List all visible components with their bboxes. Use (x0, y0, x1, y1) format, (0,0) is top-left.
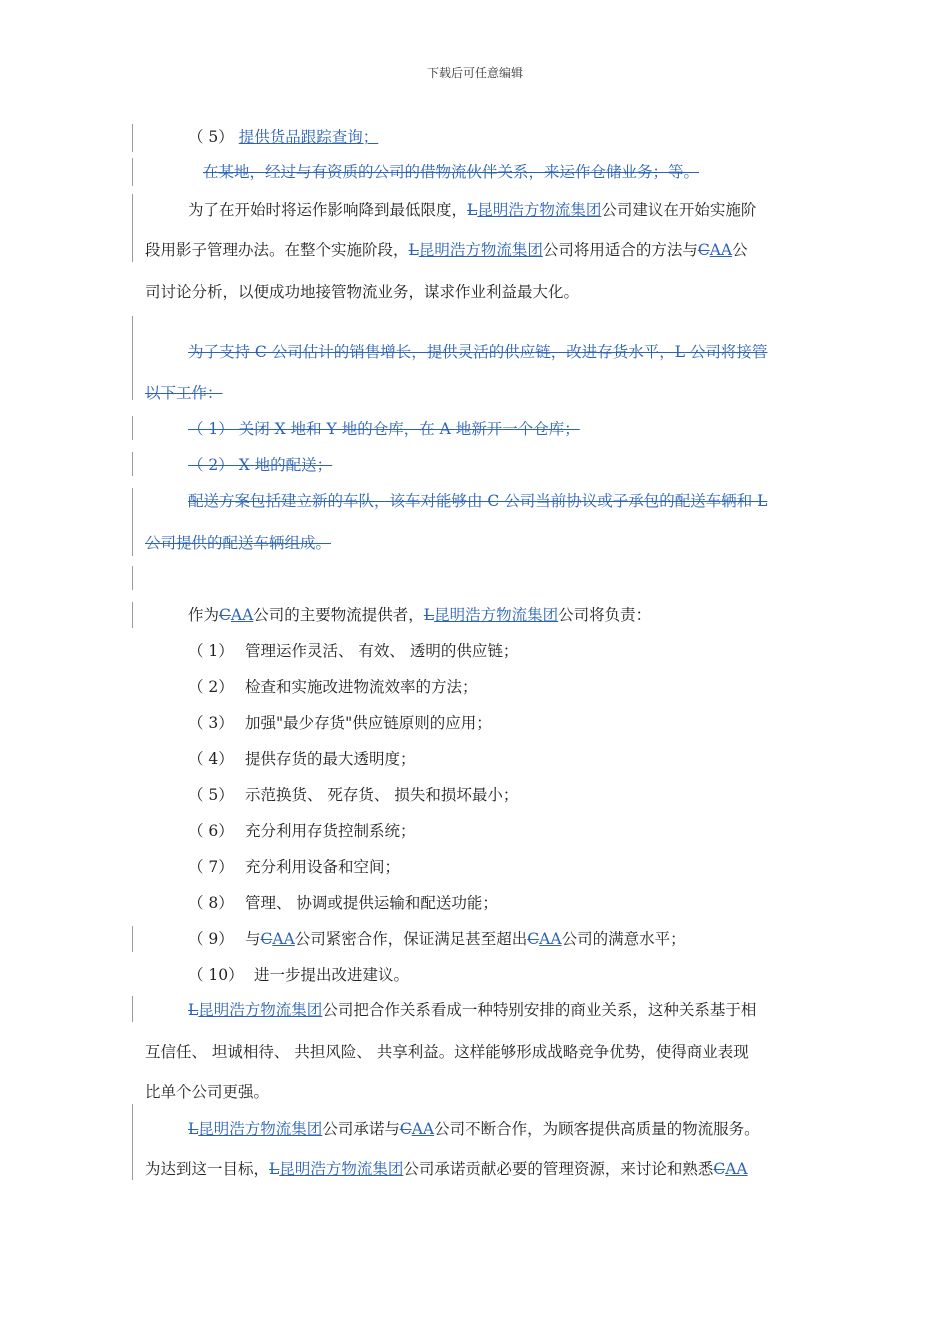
list-item-text: 示范换货、 死存货、 损失和损坏最小； (245, 786, 519, 804)
paragraph-line: L昆明浩方物流集团公司把合作关系看成一种特别安排的商业关系，这种关系基于相 (188, 1001, 757, 1019)
list-item (188, 640, 853, 662)
list-item (188, 856, 853, 878)
list-item: （ 10） 进一步提出改进建议。 (188, 966, 410, 984)
list-item-text: 充分利用存货控制系统； (245, 822, 416, 840)
change-bar (132, 416, 133, 440)
inserted-text: 提供货品跟踪查询； (238, 128, 379, 146)
list-item-number: （ 2） (188, 678, 234, 696)
paragraph-line: 为了在开始时将运作影响降到最低限度，L昆明浩方物流集团公司建议在开始实施阶 (188, 201, 757, 219)
list-item-text: 加强"最少存货"供应链原则的应用； (245, 714, 492, 732)
paragraph-line: L昆明浩方物流集团公司承诺与CAA公司不断合作，为顾客提供高质量的物流服务。 (188, 1120, 760, 1138)
deleted-line: 为了支持 C 公司估计的销售增长，提供灵活的供应链，改进存货水平，L 公司将接管 (188, 343, 768, 361)
list-item-number: （ 8） (188, 894, 234, 912)
list-item (188, 676, 853, 698)
paragraph-line: 比单个公司更强。 (145, 1083, 270, 1101)
list-item-text: 管理、 协调或提供运输和配送功能； (245, 894, 498, 912)
change-bar (132, 566, 133, 590)
list-item-text: 检查和实施改进物流效率的方法； (245, 678, 478, 696)
paragraph-line: 段用影子管理办法。在整个实施阶段，L昆明浩方物流集团公司将用适合的方法与CAA公 (145, 241, 748, 259)
change-bar (132, 926, 133, 952)
list-item (188, 892, 853, 914)
list-item (188, 784, 853, 806)
inserted-company: 昆明浩方物流集团 (477, 201, 602, 219)
list-item (188, 820, 853, 842)
list-item-text: 充分利用设备和空间； (245, 858, 401, 876)
change-bar (132, 602, 133, 628)
list-item: （ 9） 与CAA公司紧密合作，保证满足甚至超出CAA公司的满意水平； (188, 930, 686, 948)
deleted-text: L (467, 201, 478, 219)
deleted-line: （ 2） X 地的配送； (188, 456, 333, 474)
list-item-number: （ 4） (188, 750, 234, 768)
list-item-number: （ 1） (188, 642, 234, 660)
deleted-line: 公司提供的配送车辆组成。 (145, 534, 332, 552)
inserted-list-item: （ 5） 提供货品跟踪查询； (188, 128, 379, 146)
change-bar (132, 316, 133, 400)
deleted-line: 在某地，经过与有资质的公司的借物流伙伴关系，来运作仓储业务；等。 (203, 163, 700, 181)
list-item (188, 748, 853, 770)
list-item-number: （ 3） (188, 714, 234, 732)
change-bar (132, 124, 133, 152)
deleted-line: 配送方案包括建立新的车队，该车对能够由 C 公司当前协议或子承包的配送车辆和 L (188, 492, 768, 510)
list-item-text: 提供存货的最大透明度； (245, 750, 416, 768)
list-item-text: 管理运作灵活、 有效、 透明的供应链； (245, 642, 519, 660)
change-bar (132, 488, 133, 556)
list-item-number: （ 6） (188, 822, 234, 840)
list-item (188, 712, 853, 734)
change-bar (132, 452, 133, 476)
paragraph-line: 互信任、 坦诚相待、 共担风险、 共享利益。这样能够形成战略竞争优势，使得商业表现 (145, 1043, 749, 1061)
list-item-number: （ 7） (188, 858, 234, 876)
paragraph-line: 司讨论分析，以便成功地接管物流业务，谋求作业利益最大化。 (145, 283, 580, 301)
change-bar (132, 1104, 133, 1180)
change-bar (132, 194, 133, 262)
change-bar (132, 158, 133, 186)
paragraph-line: 作为CAA公司的主要物流提供者，L昆明浩方物流集团公司将负责： (188, 606, 652, 624)
change-bar (132, 996, 133, 1022)
page-header: 下载后可任意编辑 (426, 66, 523, 80)
deleted-line: （ 1） 关闭 X 地和 Y 地的仓库，在 A 地新开一个仓库； (188, 420, 580, 438)
list-item-number: （ 5） (188, 786, 234, 804)
paragraph-line: 为达到这一目标，L昆明浩方物流集团公司承诺贡献必要的管理资源，来讨论和熟悉CAA (145, 1160, 748, 1178)
deleted-line: 以下工作： (145, 384, 223, 402)
